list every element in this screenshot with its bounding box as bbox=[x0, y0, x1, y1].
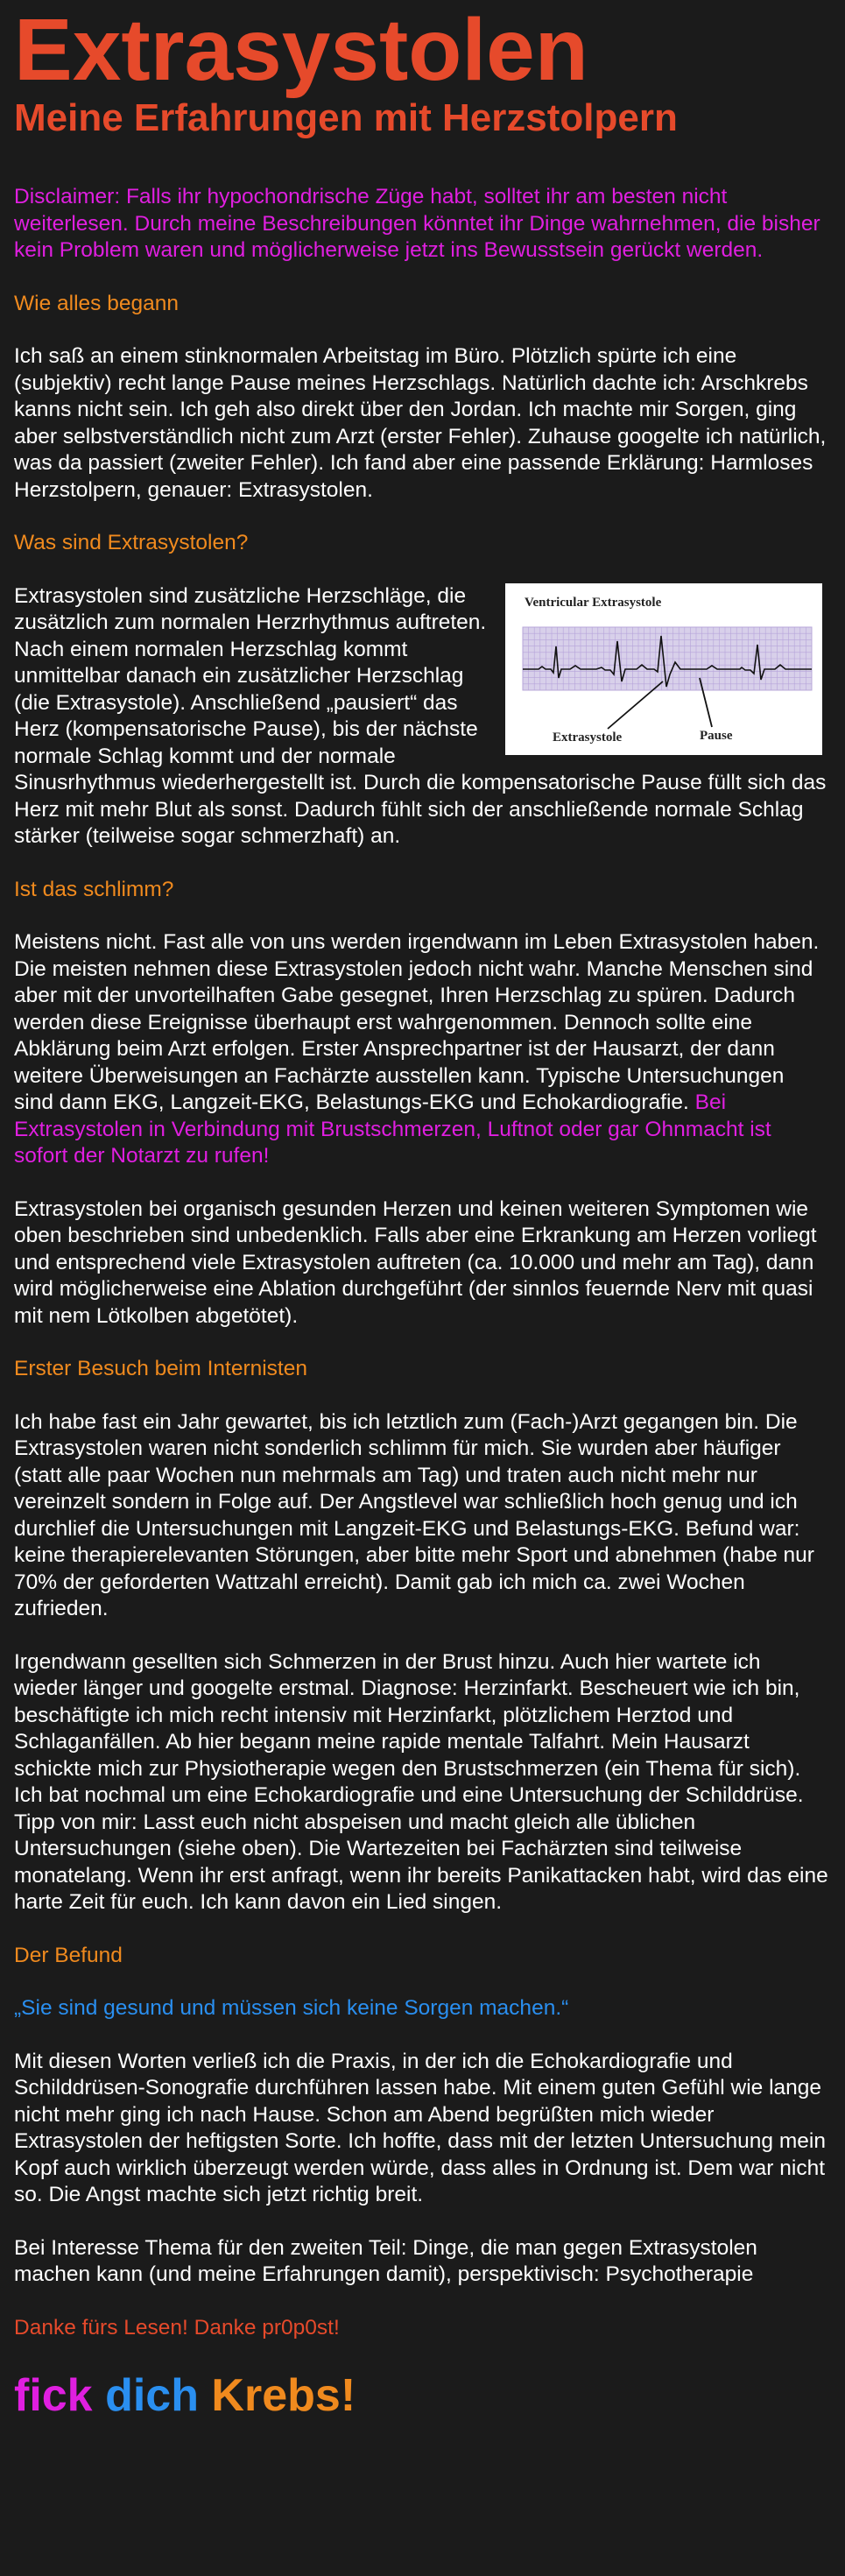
section-what-body bbox=[14, 583, 829, 850]
section-heading-begin: Wie alles begann bbox=[14, 291, 179, 315]
ecg-diagram bbox=[505, 583, 822, 755]
footer-word-1: fick bbox=[14, 2370, 93, 2421]
ecg-figure-title: Ventricular Extrasystole bbox=[525, 595, 662, 610]
page-title: Extrasystolen bbox=[14, 1, 588, 99]
section-bad-paragraph-1 bbox=[14, 929, 829, 1170]
section-what-paragraph: Extrasystolen sind zusätzliche Herzschläge, die zusätzlich zum normalen Herzrhythmus auftreten. Nach einem normalen Herzschlag kommt unmittelbar danach ein zusätzlicher Herzschlag (die Extrasystole). Anschließend „pausiert“ das Herz (kompensatorische Pause), bis der nächste normale Schlag kommt und der normale Sinusrhythmus wiederhergestellt ist. Durch die kompensatorische Pause füllt sich das Herz mit mehr Blut als sonst. Dadurch fühlt sich der anschließende normale Schlag stärker (teilweise sogar schmerzhaft) an. bbox=[14, 583, 827, 848]
ecg-label-pause: Pause bbox=[700, 728, 733, 743]
ecg-label-extrasystole: Extrasystole bbox=[553, 730, 623, 745]
footer-word-3: Krebs! bbox=[211, 2370, 356, 2421]
page-subtitle: Meine Erfahrungen mit Herzstolpern bbox=[14, 96, 678, 139]
doctor-quote: „Sie sind gesund und müssen sich keine Sorgen machen.“ bbox=[14, 1996, 569, 2020]
section-bad-paragraph-2: Extrasystolen bei organisch gesunden Herzen und keinen weiteren Symptomen wie oben beschrieben sind unbedenklich. Falls aber eine Erkrankung am Herzen vorliegt und entsprechend viele Extrasystolen auftreten (ca. 10.000 und mehr am Tag), dann wird möglicherweise eine Ablation durchgeführt (der sinnlos feuernde Nerv mit quasi mit nem Lötkolben abgetötet). bbox=[14, 1196, 817, 1328]
section-heading-result: Der Befund bbox=[14, 1943, 123, 1967]
section-visit-paragraph-2: Irgendwann gesellten sich Schmerzen in der Brust hinzu. Auch hier wartete ich wieder länger und googelte erstmal. Diagnose: Herzinfarkt. Bescheuert wie ich bin, beschäftigte ich mich recht intensiv mit Herzinfarkt, plötzlichem Herztod und Schlaganfällen. Ab hier begann meine rapide mentale Talfahrt. Mein Hausarzt schickte mich zur Physiotherapie wegen den Brustschmerzen (ein Thema für sich). Ich bat nochmal um eine Echokardiografie und eine Untersuchung der Schilddrüse. Tipp von mir: Lasst euch nicht abspeisen und macht gleich alle üblichen Untersuchungen (siehe oben). Die Wartezeiten bei Fachärzten sind teilweise monatelang. Wenn ihr erst anfragt, wenn ihr bereits Panikattacken habt, wird das eine harte Zeit für euch. Ich kann davon ein Lied singen. bbox=[14, 1649, 828, 1914]
disclaimer-text: Disclaimer: Falls ihr hypochondrische Züge habt, solltet ihr am besten nicht weiterlesen. Durch meine Beschreibungen könntet ihr Dinge wahrnehmen, die bisher kein Problem waren und möglicherweise jetzt ins Bewusstsein gerückt werden. bbox=[14, 185, 820, 262]
section-result-paragraph-1: Mit diesen Worten verließ ich die Praxis, in der ich die Echokardiografie und Schilddrüsen-Sonografie durchführen lassen habe. Mit einem guten Gefühl wie lange nicht mehr ging ich nach Hause. Schon am Abend begrüßten mich wieder Extrasystolen der heftigsten Sorte. Ich hoffte, dass mit der letzten Untersuchung mein Kopf auch wirklich überzeugt werden würde, dass alles in Ordnung ist. Dem war nicht so. Die Angst machte sich jetzt richtig breit. bbox=[14, 2049, 826, 2206]
section-result-paragraph-2: Bei Interesse Thema für den zweiten Teil: Dinge, die man gegen Extrasystolen machen kann (und meine Erfahrungen damit), perspektivisch: Psychotherapie bbox=[14, 2235, 757, 2286]
section-heading-visit: Erster Besuch beim Internisten bbox=[14, 1357, 307, 1380]
closing-thanks: Danke fürs Lesen! Danke pr0p0st! bbox=[14, 2315, 340, 2340]
footer-slogan bbox=[14, 2369, 829, 2422]
section-heading-bad: Ist das schlimm? bbox=[14, 877, 174, 901]
footer-word-2: dich bbox=[105, 2370, 199, 2421]
ecg-figure bbox=[505, 583, 822, 755]
section-visit-paragraph-1: Ich habe fast ein Jahr gewartet, bis ich letztlich zum (Fach-)Arzt gegangen bin. Die Extrasystolen waren nicht sonderlich schlimm für mich. Sie wurden aber häufiger (statt alle paar Wochen nun mehrmals am Tag) und traten auch nicht mehr nur vereinzelt sondern in Folge auf. Der Angstlevel war schließlich hoch genug und ich durchlief die Untersuchungen mit Langzeit-EKG und Belastungs-EKG. Befund war: keine therapierelevanten Störungen, aber bitte mehr Sport und abnehmen (habe nur 70% der geforderten Wattzahl erreicht). Damit gab ich mich ca. zwei Wochen zufrieden. bbox=[14, 1409, 814, 1620]
section-bad-text: Meistens nicht. Fast alle von uns werden irgendwann im Leben Extrasystolen haben. Die meisten nehmen diese Extrasystolen jedoch nicht wahr. Manche Menschen sind aber mit der unvorteilhaften Gabe gesegnet, Ihren Herzschlag zu spüren. Dadurch werden diese Ereignisse überhaupt erst wahrgenommen. Dennoch sollte eine Abklärung beim Arzt erfolgen. Erster Ansprechpartner ist der Hausarzt, der dann weitere Überweisungen an Fachärzte ausstellen kann. Typische Untersuchungen sind dann EKG, Langzeit-EKG, Belastungs-EKG und Echokardiografie. bbox=[14, 930, 820, 1114]
section-begin-paragraph: Ich saß an einem stinknormalen Arbeitstag im Büro. Plötzlich spürte ich eine (subjektiv) recht lange Pause meines Herzschlags. Natürlich dachte ich: Arschkrebs kanns nicht sein. Ich geh also direkt über den Jordan. Ich machte mir Sorgen, ging aber selbstverständlich nicht zum Arzt (erster Fehler). Zuhause googelte ich natürlich, was da passiert (zweiter Fehler). Ich fand aber eine passende Erklärung: Harmloses Herzstolpern, genauer: Extrasystolen. bbox=[14, 344, 827, 502]
emergency-warning: Bei Extrasystolen in Verbindung mit Brustschmerzen, Luftnot oder gar Ohnmacht ist sofort der Notarzt zu rufen! bbox=[14, 1090, 771, 1168]
section-heading-what: Was sind Extrasystolen? bbox=[14, 531, 249, 554]
